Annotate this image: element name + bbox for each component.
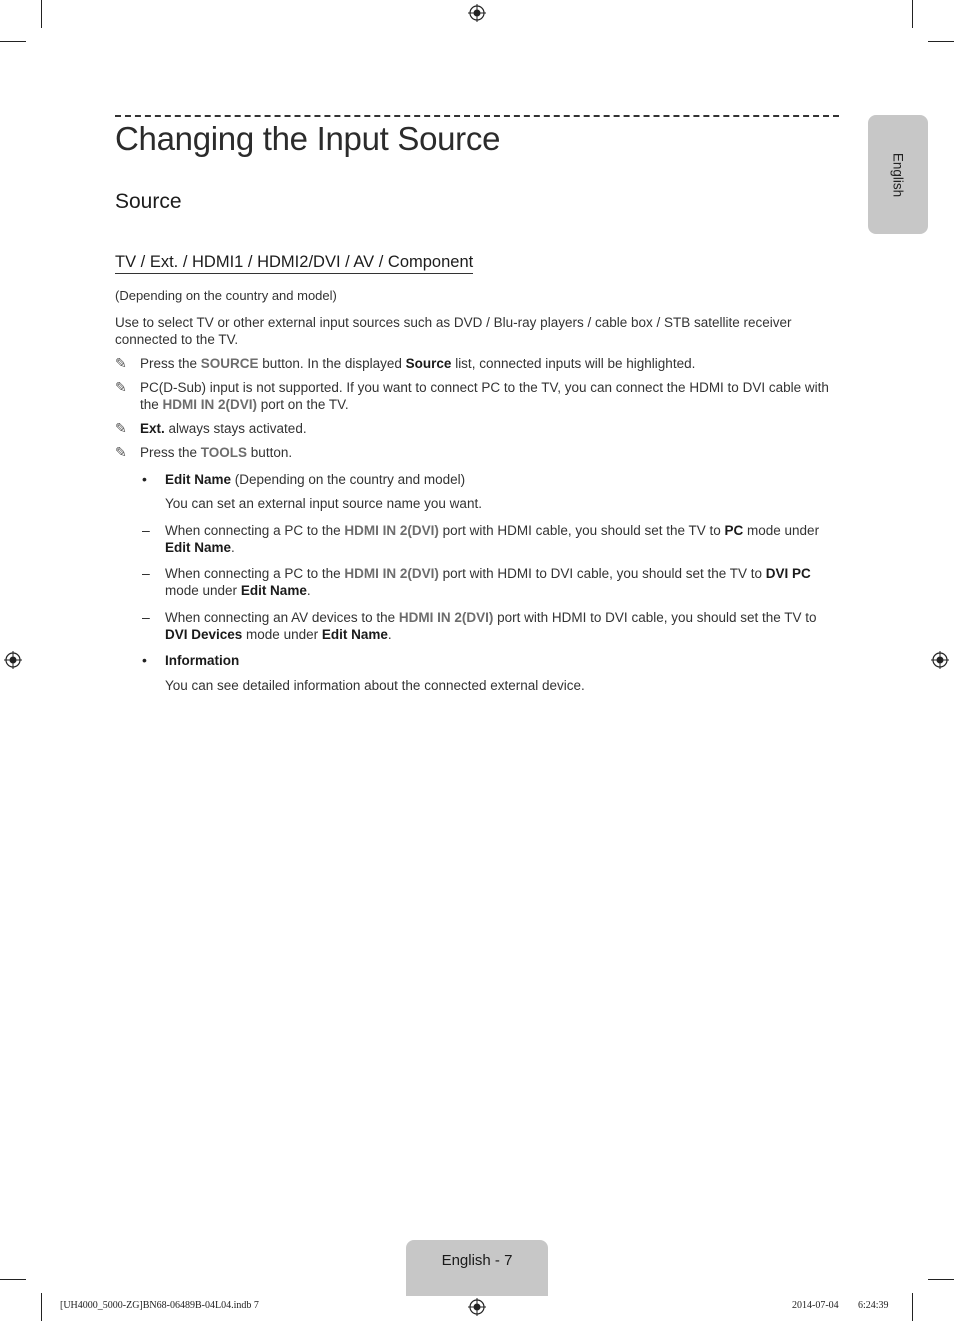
bullet-item-edit-name: Edit Name (Depending on the country and model) [165, 472, 466, 487]
bullet-glyph: • [142, 652, 147, 668]
dash-glyph: – [142, 565, 150, 581]
bullet-glyph: • [142, 471, 147, 487]
footer-date: 2014-07-04 [792, 1300, 839, 1311]
registration-mark-icon [468, 4, 486, 22]
page-title: Changing the Input Source [115, 120, 501, 157]
page-number-label: English - 7 [441, 1252, 513, 1269]
crop-mark [912, 1293, 913, 1321]
language-side-tab [868, 115, 928, 234]
dash-item: When connecting an AV devices to the HDMI IN 2(DVI) port with HDMI to DVI cable, you should set the TV to DVI Devices mode under Edit Name. [165, 610, 817, 642]
registration-mark-icon [4, 651, 22, 669]
page-number-tab [406, 1240, 548, 1296]
footer-time: 6:24:39 [858, 1300, 889, 1311]
crop-mark [0, 41, 26, 42]
bullet-description: You can see detailed information about the connected external device. [165, 678, 585, 693]
registration-mark-icon [931, 651, 949, 669]
pencil-note-icon: ✎ [115, 355, 127, 371]
note-item: Ext. always stays activated. [140, 421, 307, 436]
intro-paragraph: Use to select TV or other external input sources such as DVD / Blu-ray players / cable box / STB satellite receiver connected to the TV. [115, 315, 792, 347]
pencil-note-icon: ✎ [115, 379, 127, 395]
dash-glyph: – [142, 609, 150, 625]
language-side-tab-label: English [890, 152, 906, 197]
availability-note: (Depending on the country and model) [115, 288, 337, 303]
pencil-note-icon: ✎ [115, 444, 127, 460]
note-item: PC(D-Sub) input is not supported. If you want to connect PC to the TV, you can connect the HDMI to DVI cable with the HDMI IN 2(DVI) port on the TV. [140, 380, 829, 412]
title-divider [115, 115, 839, 117]
dash-item: When connecting a PC to the HDMI IN 2(DVI) port with HDMI to DVI cable, you should set the TV to DVI PC mode under Edit Name. [165, 566, 811, 598]
bullet-item-information: Information [165, 653, 240, 668]
subsection-heading: TV / Ext. / HDMI1 / HDMI2/DVI / AV / Component [115, 253, 473, 274]
crop-mark [41, 1293, 42, 1321]
crop-mark [928, 1279, 954, 1280]
note-item: Press the TOOLS button. [140, 445, 293, 460]
footer-file-info: [UH4000_5000-ZG]BN68-06489B-04L04.indb 7 [60, 1300, 259, 1311]
bullet-description: You can set an external input source name you want. [165, 496, 482, 511]
dash-glyph: – [142, 522, 150, 538]
crop-mark [928, 41, 954, 42]
registration-mark-icon [468, 1298, 486, 1316]
dash-item: When connecting a PC to the HDMI IN 2(DVI) port with HDMI cable, you should set the TV to PC mode under Edit Name. [165, 523, 820, 555]
crop-mark [912, 0, 913, 28]
pencil-note-icon: ✎ [115, 420, 127, 436]
crop-mark [0, 1279, 26, 1280]
note-item: Press the SOURCE button. In the displayed Source list, connected inputs will be highlighted. [140, 356, 696, 371]
crop-mark [41, 0, 42, 28]
section-heading: Source [115, 190, 182, 213]
